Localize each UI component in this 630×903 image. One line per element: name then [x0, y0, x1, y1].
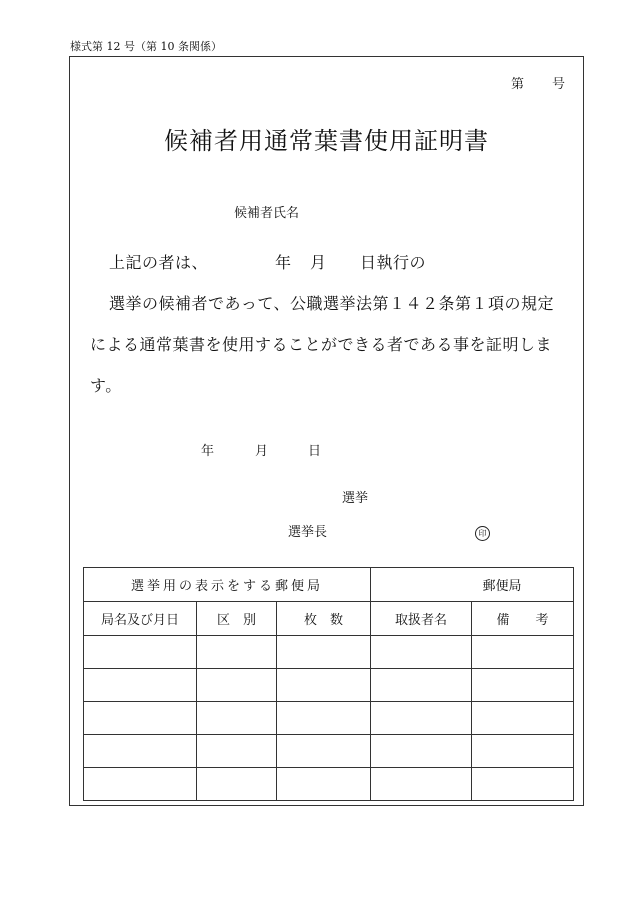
table-cell — [84, 735, 197, 768]
table-cell — [84, 669, 197, 702]
document-title: 候補者用通常葉書使用証明書 — [164, 127, 489, 155]
table-cell — [197, 768, 277, 801]
header-post-office — [371, 568, 574, 602]
form-number-label: 様式第 12 号（第 10 条関係） — [70, 40, 222, 53]
column-header: 枚 数 — [277, 602, 371, 636]
election-label: 選挙 — [342, 491, 369, 506]
table-row — [84, 735, 574, 768]
table-cell — [197, 735, 277, 768]
statement-line-4: す。 — [90, 376, 122, 395]
statement-prefix: 上記の者は、 — [109, 253, 209, 272]
statement-month: 月 — [310, 253, 327, 272]
certificate-frame — [69, 56, 584, 806]
table-row — [84, 768, 574, 801]
post-office-table — [83, 567, 574, 801]
table-cell — [197, 702, 277, 735]
table-cell — [84, 768, 197, 801]
seal-char: 印 — [475, 526, 490, 541]
statement-line-3: による通常葉書を使用することができる者である事を証明しま — [90, 335, 553, 354]
table-cell — [277, 735, 371, 768]
header-post-office-display: 選挙用の表示をする郵便局 — [84, 568, 371, 602]
table-cell — [472, 768, 574, 801]
table-cell — [371, 669, 472, 702]
table-row — [84, 702, 574, 735]
table-cell — [277, 636, 371, 669]
table-cell — [197, 636, 277, 669]
date-month: 月 — [255, 444, 269, 459]
seal-mark — [475, 521, 490, 541]
table-cell — [371, 735, 472, 768]
header-post-office-text: 郵便局 — [482, 579, 522, 594]
table-cell — [277, 702, 371, 735]
number-go: 号 — [552, 77, 566, 92]
table-column-row — [84, 602, 574, 636]
election-chief-label: 選挙長 — [288, 525, 328, 540]
number-dai: 第 — [511, 77, 525, 92]
table-row — [84, 636, 574, 669]
table-cell — [472, 735, 574, 768]
table-row — [84, 669, 574, 702]
date-year: 年 — [201, 444, 215, 459]
column-header: 局名及び月日 — [84, 602, 197, 636]
column-header: 区 別 — [197, 602, 277, 636]
table-cell — [197, 669, 277, 702]
table-cell — [472, 669, 574, 702]
date-day: 日 — [308, 444, 322, 459]
statement-line-2: 選挙の候補者であって、公職選挙法第１４２条第１項の規定 — [109, 294, 555, 313]
table-cell — [277, 669, 371, 702]
table-cell — [84, 702, 197, 735]
column-header: 取扱者名 — [371, 602, 472, 636]
candidate-name-label: 候補者氏名 — [234, 206, 300, 221]
table-cell — [371, 636, 472, 669]
table-cell — [472, 702, 574, 735]
column-header: 備 考 — [472, 602, 574, 636]
table-cell — [371, 768, 472, 801]
table-header-row — [84, 568, 574, 602]
statement-year: 年 — [275, 253, 292, 272]
table-cell — [84, 636, 197, 669]
table-cell — [277, 768, 371, 801]
statement-day-suffix: 日執行の — [360, 253, 427, 272]
table-cell — [371, 702, 472, 735]
table-cell — [472, 636, 574, 669]
